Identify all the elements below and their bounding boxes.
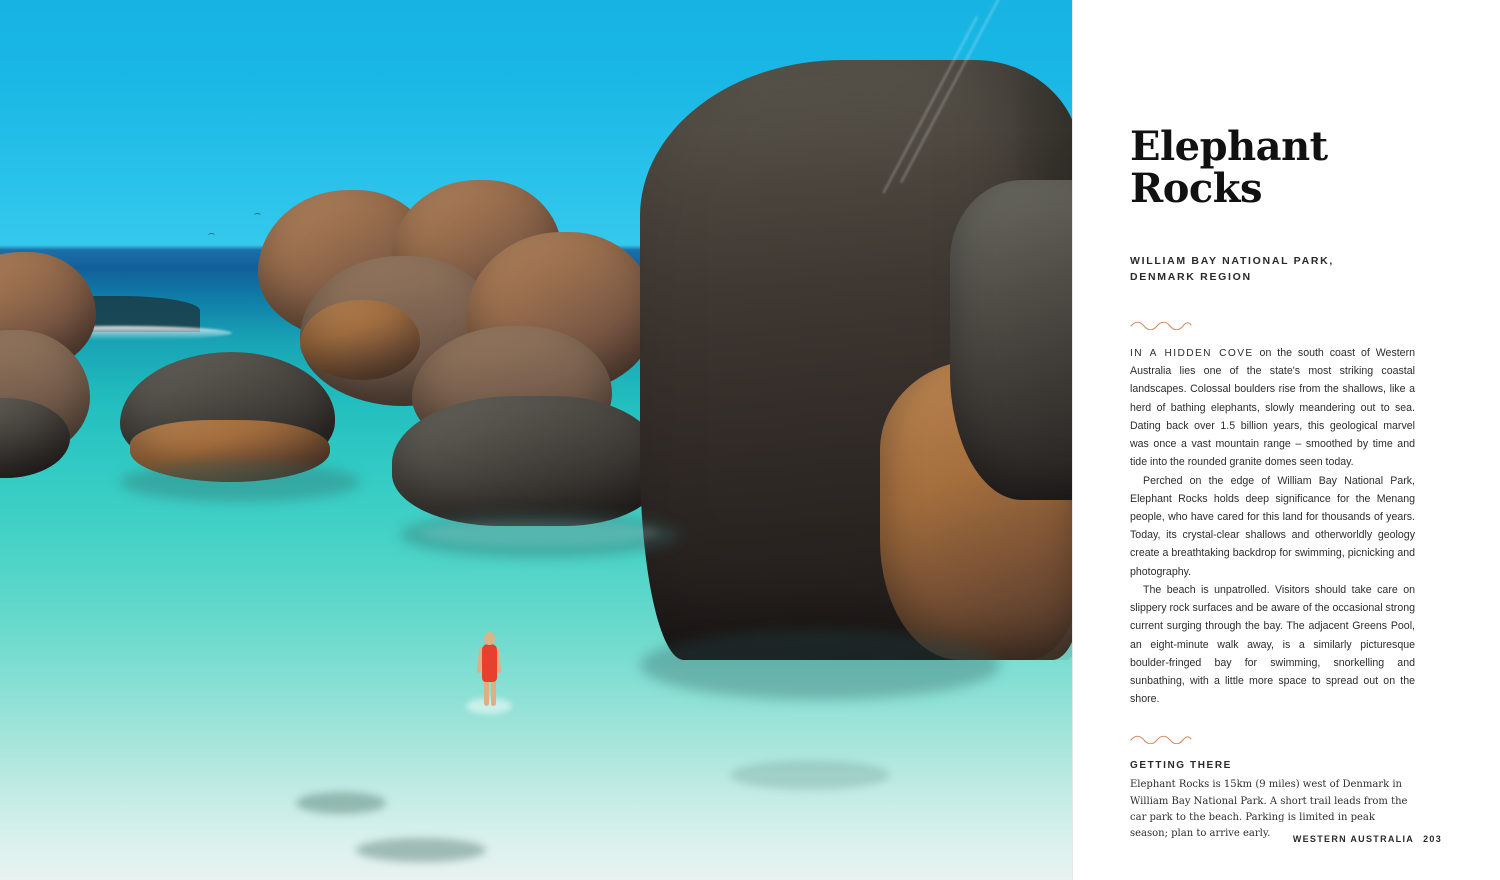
page-gutter <box>1072 0 1073 880</box>
water-reflection <box>420 520 660 546</box>
water-shadow <box>120 462 360 502</box>
subtitle-line-1: WILLIAM BAY NATIONAL PARK, <box>1130 255 1335 268</box>
page-folio <box>1293 834 1442 844</box>
boulder <box>392 396 662 526</box>
paragraph-3: The beach is unpatrolled. Visitors should take care on slippery rock surfaces and be aware of the occasional strong current surging through the bay. The adjacent Greens Pool, an eight-minute walk away, is a similarly picturesque boulder-fringed bay for swimming, snorkelling and sunbathing, with a little more space to spread out on the shore. <box>1130 583 1415 706</box>
rock-streak <box>900 0 1010 183</box>
swimmer-leg-right <box>491 680 496 706</box>
squiggle-divider-bottom <box>1130 734 1192 744</box>
rock-streak <box>882 16 977 193</box>
bird-icon <box>208 233 215 238</box>
paragraph-1-text: on the south coast of Western Australia lies one of the state's most striking coastal landscapes. Colossal boulders rise from the shallows, like a herd of bathing elephants, slowly meandering out to sea. Dating back over 1.5 billion years, this geological marvel was once a vast mountain range – smoothed by time and tide into the rounded granite domes seen today. <box>1130 346 1415 469</box>
water-ripple <box>466 698 512 714</box>
getting-there-body: Elephant Rocks is 15km (9 miles) west of Denmark in William Bay National Park. A short trail leads from the car park to the beach. Parking is limited in peak season; plan to arrive early. <box>1130 779 1408 839</box>
article-content <box>1130 123 1415 842</box>
bird-icon <box>254 213 261 218</box>
seagrass-patch <box>730 760 890 790</box>
paragraph-2: Perched on the edge of William Bay National Park, Elephant Rocks holds deep significance for the Menang people, who have cared for this land for thousands of years. Today, its crystal-clear shallows and otherworldly geology create a breathtaking backdrop for swimming, picnicking and photography. <box>1130 474 1415 578</box>
page-title-line-2: Rocks <box>1130 164 1263 212</box>
seagrass-patch <box>296 792 386 814</box>
swimmer-head <box>484 632 495 645</box>
subtitle-line-2: DENMARK REGION <box>1130 271 1252 284</box>
folio-page-number: 203 <box>1423 834 1442 844</box>
getting-there-heading: GETTING THERE <box>1130 760 1232 772</box>
swimmer-figure <box>476 632 502 722</box>
squiggle-divider-top <box>1130 320 1192 330</box>
page-title-line-1: Elephant <box>1130 123 1328 170</box>
page-title <box>1130 123 1415 212</box>
boulder <box>950 180 1072 500</box>
swimmer-red-swimsuit <box>482 644 497 682</box>
water-shadow <box>640 630 1000 700</box>
folio-region: WESTERN AUSTRALIA <box>1292 834 1415 844</box>
article-subtitle <box>1130 253 1415 286</box>
text-page <box>1072 0 1500 880</box>
boulder <box>300 300 420 380</box>
swimmer-leg-left <box>484 680 489 706</box>
article-body <box>1130 344 1415 709</box>
paragraph-1 <box>1130 344 1415 472</box>
seagrass-patch <box>356 838 486 862</box>
lede-text: IN A HIDDEN COVE <box>1130 347 1254 359</box>
